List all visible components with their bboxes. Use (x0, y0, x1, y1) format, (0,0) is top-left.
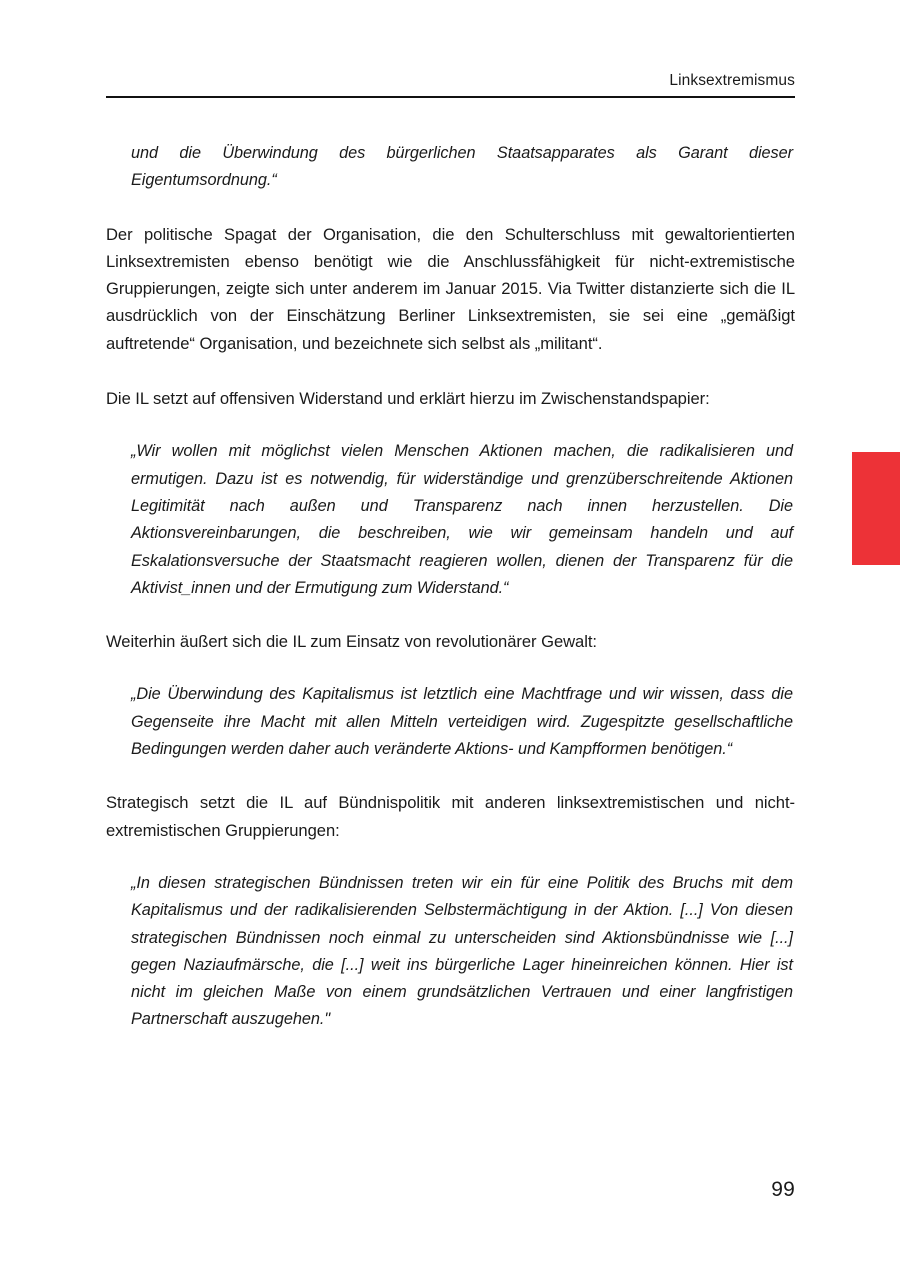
chapter-thumb-tab (852, 452, 900, 565)
blockquote-kapitalismus: „Die Überwindung des Kapitalismus ist letztlich eine Machtfrage und wir wissen, dass die Gegenseite ihre Macht mit allen Mitteln verteidigen wird. Zugespitzte gesellschaftliche Bedingungen werden daher auch veränderte Aktions- und Kampfformen benötigen.“ (131, 685, 793, 759)
running-head: Linksextremismus (669, 72, 795, 89)
blockquote-buendnisse: „In diesen strategischen Bündnissen treten wir ein für eine Politik des Bruchs mit dem Kapitalismus und der radikalisierenden Selbstermächtigung in der Aktion. [...] Von diesen strategischen Bündnissen noch einmal zu unterscheiden sind Aktionsbündnisse wie [...] gegen Naziaufmärsche, die [...] weit ins bürgerliche Lager hineinreichen können. Hier ist nicht im gleichen Maße von einem grundsätzlichen Vertrauen und einer langfristigen Partnerschaft auszugehen." (131, 873, 793, 1029)
paragraph-buendnispolitik: Strategisch setzt die IL auf Bündnispolitik mit anderen linksextremistischen und nicht-extremistischen Gruppierungen: (106, 793, 795, 840)
blockquote-continued: und die Überwindung des bürgerlichen Staatsapparates als Garant dieser Eigentumsordnung.“ (131, 144, 793, 190)
page-number: 99 (771, 1178, 795, 1201)
paragraph-widerstand: Die IL setzt auf offensiven Widerstand und erklärt hierzu im Zwischenstandspapier: (106, 389, 710, 409)
paragraph-gewalt: Weiterhin äußert sich die IL zum Einsatz von revolutionärer Gewalt: (106, 632, 597, 652)
header-rule (106, 96, 795, 98)
paragraph-spagat: Der politische Spagat der Organisation, die den Schulterschluss mit gewaltorientierten Linksextremisten ebenso benötigt wie die Anschlussfähigkeit für nicht-extremistische Gruppierungen, zeigte sich unter anderem im Januar 2015. Via Twitter distanzierte sich die IL ausdrücklich von der Einschätzung Berliner Linksextremisten, sie sei eine „gemäßigt auftretende“ Organisation, und bezeichnete sich selbst als „militant“. (106, 224, 795, 353)
text-column (106, 140, 795, 1058)
blockquote-aktionen: „Wir wollen mit möglichst vielen Menschen Aktionen machen, die radikalisieren und ermutigen. Dazu ist es notwendig, für widerständige und grenzüberschreitende Aktionen Legitimität nach außen und Transparenz nach innen herzustellen. Die Aktionsvereinbarungen, die beschreiben, wie wir gemeinsam handeln und auf Eskalationsversuche der Staatsmacht reagieren wollen, dienen der Transparenz für die Aktivist_innen und der Ermutigung zum Widerstand.“ (131, 442, 793, 597)
